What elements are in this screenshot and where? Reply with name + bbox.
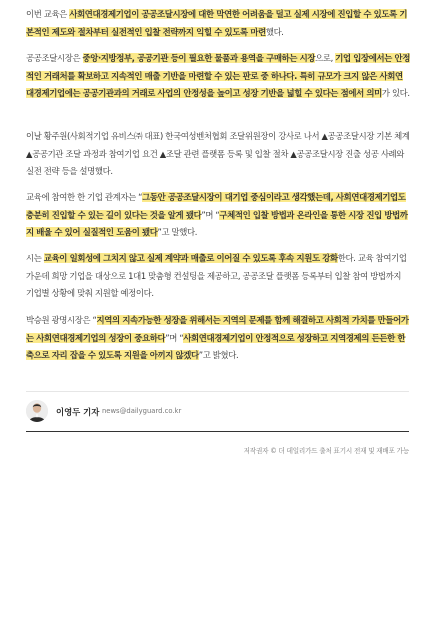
paragraph-5 [26,250,410,303]
text-span: 이번 교육은 [26,9,70,19]
paragraph-3 [26,128,410,181]
highlight-span: 중앙·지방정부, 공공기관 등이 필요한 물품과 용역을 구매하는 시장 [82,53,316,63]
person-photo-icon [26,400,48,422]
highlight-span: 기업 입장에서는 안정적인 거래처를 확보하고 지속적인 매출 기반을 마련할 수 있는 판로 중 하나다. 특히 규모가 크지 않은 사회연대경제기업에는 공공기관과의 거래로 사업의 안정성을 높이고 성장 기반을 넓힐 수 있다는 점에서 의미 [26,53,411,99]
paragraph-6 [26,312,410,365]
paragraph-4 [26,189,410,242]
text-span: 시는 [26,253,44,263]
highlight-span: 지역의 지속가능한 성장을 위해서는 지역의 문제를 함께 해결하고 사회적 가치를 만들어가는 사회연대경제기업의 성장이 중요하다 [26,315,409,343]
author-divider-bottom [26,431,409,432]
highlight-span: 사회연대경제기업이 안정적으로 성장하고 지역경제의 든든한 한 축으로 자리 잡을 수 있도록 지원을 아끼지 않겠다 [26,332,406,361]
text-span: 공공조달시장은 [26,53,83,63]
paragraph-1 [26,6,410,41]
highlight-span: 사회연대경제기업이 공공조달시장에 대한 막연한 어려움을 덜고 실제 시장에 진입할 수 있도록 기본적인 제도와 절차부터 실전적인 입찰 전략까지 익힐 수 있도록 마련 [26,9,408,37]
text-span: 했다. [265,26,284,37]
text-span: ”고 밝혔다. [198,350,239,361]
author-name[interactable]: 이영두 기자 [56,407,100,417]
author-box [26,400,409,426]
highlight-span: 구체적인 입찰 방법과 온라인을 통한 시장 진입 방법까지 배울 수 있어 실질적인 도움이 됐다 [26,209,408,238]
text-span: ”고 말했다. [157,227,198,238]
paragraph-2 [26,50,410,103]
text-span: ”며 “ [165,332,184,343]
copyright-notice: 저작권자 © 더 데일리가드 출처 표기시 전재 및 재배포 가능 [243,447,409,455]
highlight-span: 교육이 일회성에 그치지 않고 실제 계약과 매출로 이어질 수 있도록 후속 지원도 강화 [43,253,338,263]
text-span: 한다. 교육 참여기업 가운데 희망 기업을 대상으로 1대1 맞춤형 컨설팅을 제공하고, 공공조달 플랫폼 등록부터 입찰 참여 방법까지 기업별 상황에 맞춰 지원할 예정이다. [26,253,407,299]
text-span: 교육에 참여한 한 기업 관계자는 “ [26,192,143,202]
text-span: 박승원 광명시장은 “ [26,315,97,325]
text-span: 가 있다. [381,88,410,99]
highlight-span: 그동안 공공조달시장이 대기업 중심이라고 생각했는데, 사회연대경제기업도 충분히 진입할 수 있는 길이 있다는 것을 알게 됐다 [26,192,406,220]
text-span: 이날 황주원(사회적기업 유비스㈜ 대표) 한국여성벤처협회 조달위원장이 강사로 나서 ▲공공조달시장 기본 체계 ▲공공기관 조달 과정과 참여기업 요건 ▲조달 관련 플랫폼 등록 및 입찰 절차 ▲공공조달시장 진출 성공 사례와 실전 전략 등을 설명했다. [26,131,410,177]
text-span: ”며 “ [201,209,220,220]
author-divider-top [26,391,409,392]
author-email[interactable]: news@dailyguard.co.kr [102,407,182,415]
author-avatar [26,400,48,422]
text-span: 으로, [315,53,336,63]
